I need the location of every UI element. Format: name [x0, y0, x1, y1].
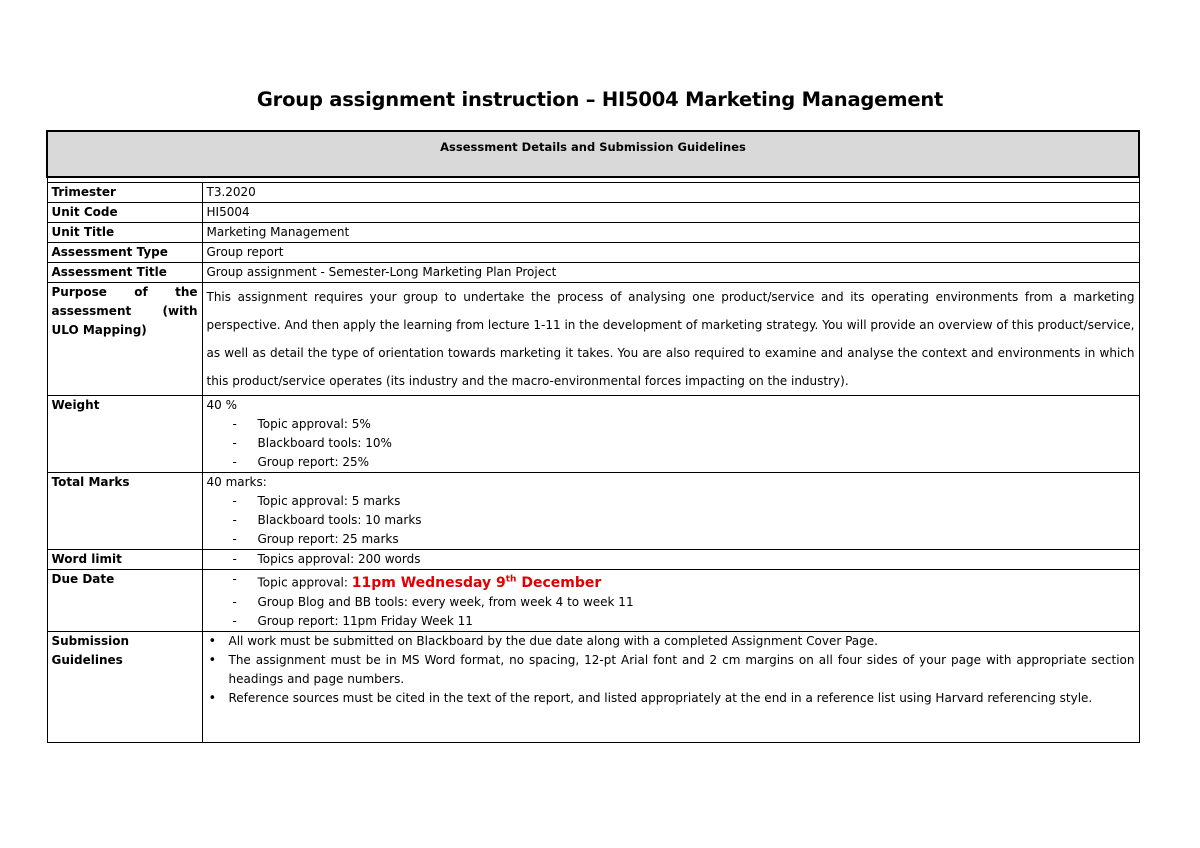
list-item: - Topics approval: 200 words [233, 550, 1135, 569]
label-word-limit: Word limit [47, 550, 202, 570]
value-weight: 40 % [206, 398, 237, 412]
row-assessment-type [47, 243, 1139, 263]
row-submission [47, 631, 1139, 742]
table-header: Assessment Details and Submission Guidelines [47, 131, 1139, 177]
label-submission: Submission Guidelines [47, 631, 202, 742]
list-item: - Group report: 25 marks [233, 530, 1135, 549]
value-unit-title: Marketing Management [202, 223, 1139, 243]
value-due-date-cell [202, 570, 1139, 632]
table-header-row [47, 131, 1139, 177]
list-item: - Group report: 25% [233, 453, 1135, 472]
deadline-month: December [516, 574, 602, 591]
value-word-limit-cell [202, 550, 1139, 570]
list-item: - Group Blog and BB tools: every week, from week 4 to week 11 [233, 593, 1135, 612]
label-assessment-title: Assessment Title [47, 263, 202, 283]
list-item: • Reference sources must be cited in the text of the report, and listed appropriately at the end in a reference list using Harvard referencing style. [229, 689, 1135, 708]
list-item: - Topic approval: 5% [233, 415, 1135, 434]
value-total-marks-cell [202, 473, 1139, 550]
row-due-date [47, 570, 1139, 632]
value-weight-cell [202, 396, 1139, 473]
value-total-marks: 40 marks: [206, 475, 267, 489]
row-weight [47, 396, 1139, 473]
list-item: - Blackboard tools: 10% [233, 434, 1135, 453]
row-purpose [47, 283, 1139, 396]
list-item [233, 570, 1135, 593]
word-limit-list [207, 550, 1135, 569]
label-weight: Weight [47, 396, 202, 473]
deadline-text: 11pm Wednesday 9 [351, 574, 506, 591]
value-unit-code: HI5004 [202, 203, 1139, 223]
topic-approval-deadline [352, 575, 602, 591]
list-item: - Topic approval: 5 marks [233, 492, 1135, 511]
row-trimester [47, 183, 1139, 203]
row-unit-title [47, 223, 1139, 243]
total-marks-list [207, 492, 1135, 549]
deadline-ordinal: th [505, 574, 517, 584]
value-trimester: T3.2020 [202, 183, 1139, 203]
due-date-list [207, 570, 1135, 631]
submission-list [207, 632, 1135, 708]
row-total-marks [47, 473, 1139, 550]
label-purpose: Purpose of the assessment (with ULO Mapping) [47, 283, 202, 396]
value-assessment-type: Group report [202, 243, 1139, 263]
assessment-details-table [46, 130, 1140, 743]
value-assessment-title: Group assignment - Semester-Long Marketing Plan Project [202, 263, 1139, 283]
label-due-date: Due Date [47, 570, 202, 632]
list-item: - Blackboard tools: 10 marks [233, 511, 1135, 530]
label-unit-title: Unit Title [47, 223, 202, 243]
label-unit-code: Unit Code [47, 203, 202, 223]
row-word-limit [47, 550, 1139, 570]
list-item: - Group report: 11pm Friday Week 11 [233, 612, 1135, 631]
value-purpose: This assignment requires your group to undertake the process of analysing one product/service and its operating environments from a marketing perspective. And then apply the learning from lecture 1-11 in the development of marketing strategy. You will provide an overview of this product/service, as well as detail the type of orientation towards marketing it takes. You are also required to examine and analyse the context and environments in which this product/service operates (its industry and the macro-environmental forces impacting on the industry). [202, 283, 1139, 396]
label-total-marks: Total Marks [47, 473, 202, 550]
label-trimester: Trimester [47, 183, 202, 203]
row-unit-code [47, 203, 1139, 223]
label-assessment-type: Assessment Type [47, 243, 202, 263]
row-assessment-title [47, 263, 1139, 283]
topic-approval-prefix: Topic approval: [257, 575, 352, 590]
value-submission-cell [202, 631, 1139, 742]
list-item: • The assignment must be in MS Word format, no spacing, 12-pt Arial font and 2 cm margins on all four sides of your page with appropriate section headings and page numbers. [229, 651, 1135, 689]
document-title: Group assignment instruction – HI5004 Marketing Management [256, 88, 944, 111]
weight-list [207, 415, 1135, 472]
list-item: • All work must be submitted on Blackboard by the due date along with a completed Assignment Cover Page. [229, 632, 1135, 651]
